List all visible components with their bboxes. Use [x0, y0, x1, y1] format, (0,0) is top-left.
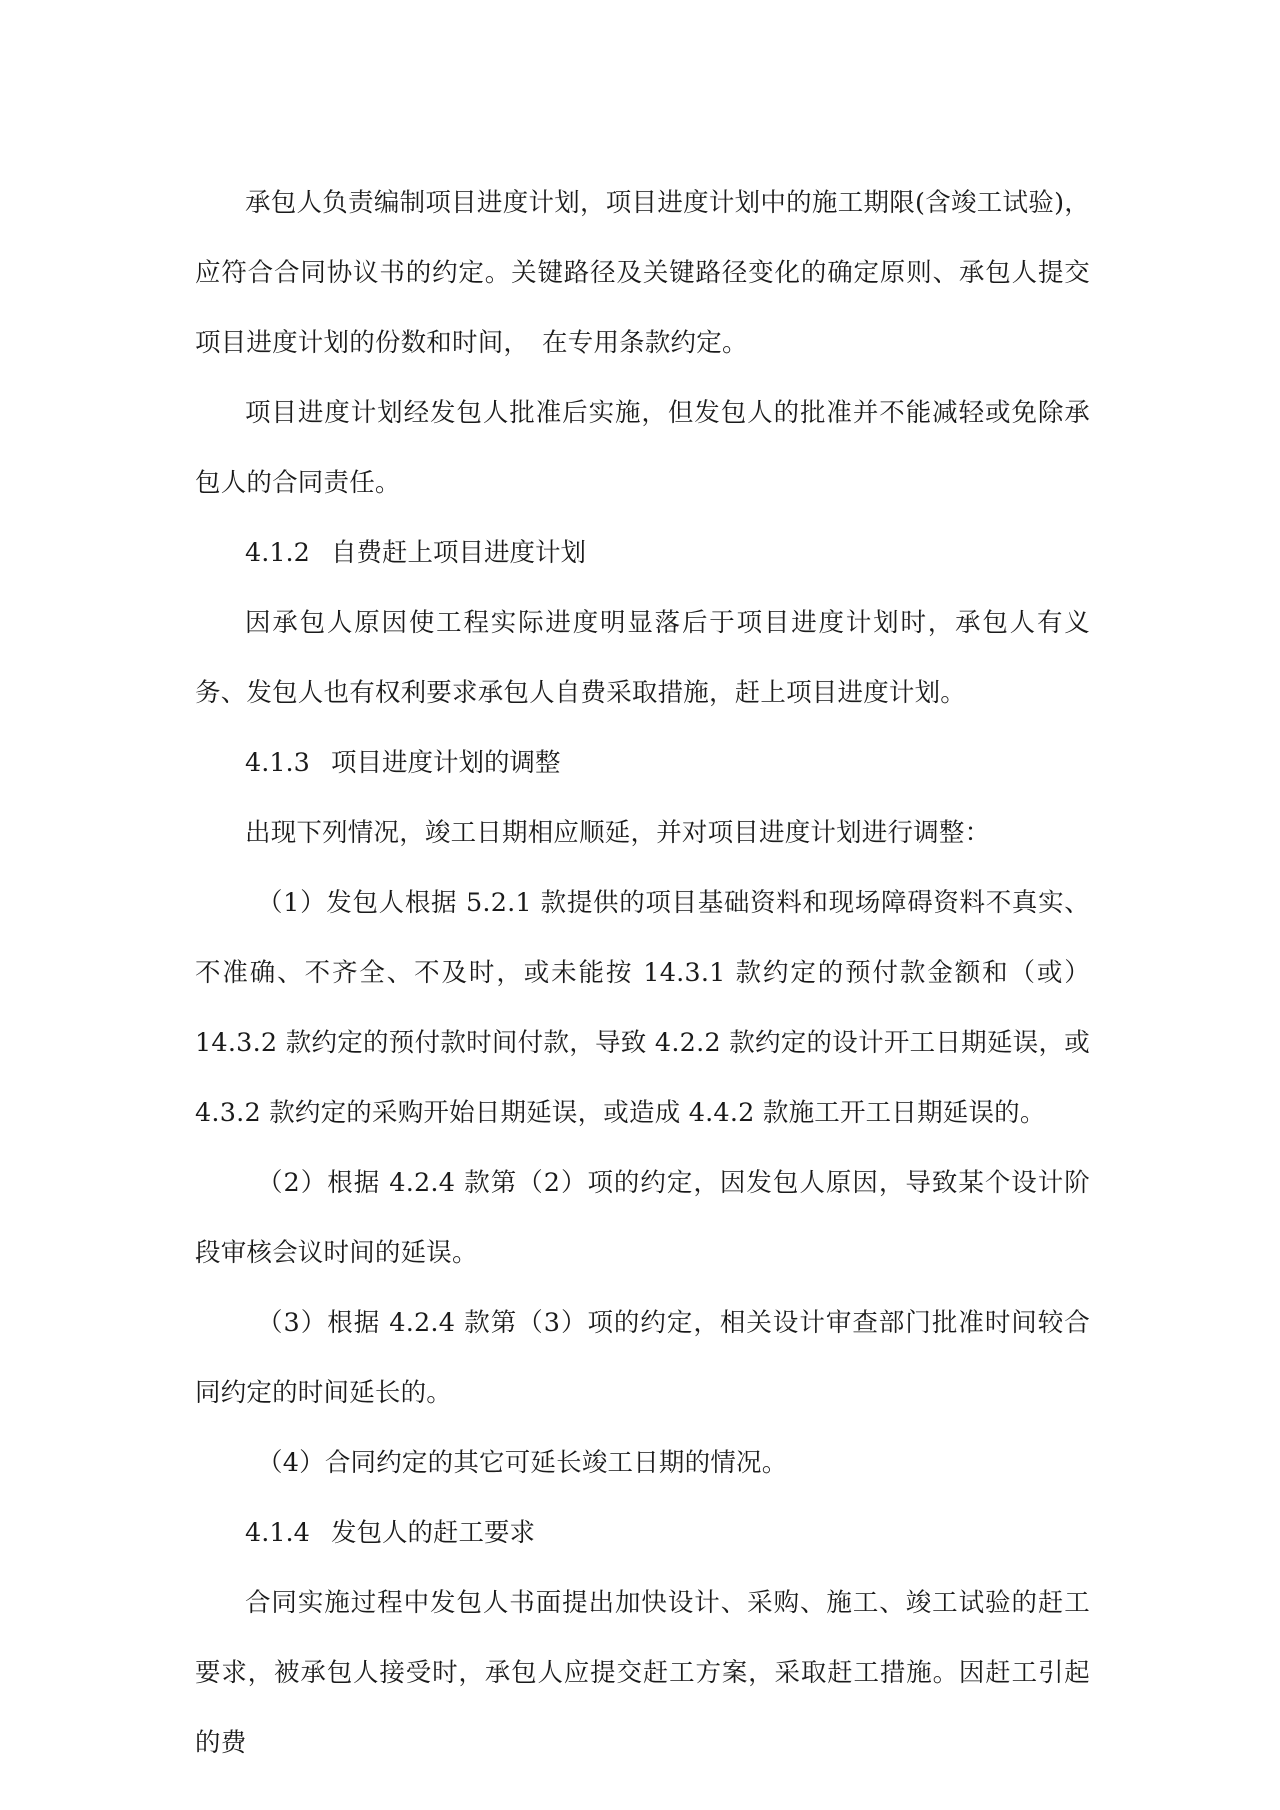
paragraph-catch-up-at-own-cost: 因承包人原因使工程实际进度明显落后于项目进度计划时，承包人有义务、发包人也有权利要求承包人自费采取措施，赶上项目进度计划。 [195, 608, 1090, 708]
section-number: 4.1.2 [245, 538, 310, 568]
paragraph-adjustment-conditions: 出现下列情况，竣工日期相应顺延，并对项目进度计划进行调整： [245, 818, 991, 848]
section-title: 发包人的赶工要求 [331, 1518, 536, 1548]
list-item-3: （3）根据 4.2.4 款第（3）项的约定，相关设计审查部门批准时间较合同约定的时间延长的。 [195, 1308, 1090, 1408]
paragraph-schedule-approval: 项目进度计划经发包人批准后实施，但发包人的批准并不能减轻或免除承包人的合同责任。 [195, 398, 1090, 498]
section-heading-4-1-4 [195, 1498, 1090, 1568]
paragraph-schedule-preparation: 承包人负责编制项目进度计划，项目进度计划中的施工期限(含竣工试验)，应符合合同协议书的约定。关键路径及关键路径变化的确定原则、承包人提交项目进度计划的份数和时间， 在专用条款约定。 [195, 188, 1090, 358]
paragraph-acceleration-request: 合同实施过程中发包人书面提出加快设计、采购、施工、竣工试验的赶工要求，被承包人接受时，承包人应提交赶工方案，采取赶工措施。因赶工引起的费 [195, 1588, 1090, 1758]
section-heading-4-1-3 [195, 728, 1090, 798]
section-title: 项目进度计划的调整 [331, 748, 561, 778]
section-number: 4.1.4 [245, 1518, 310, 1548]
document-body [195, 168, 1090, 1778]
section-title: 自费赶上项目进度计划 [331, 538, 587, 568]
list-item-4: （4）合同约定的其它可延长竣工日期的情况。 [257, 1448, 788, 1478]
list-item-1: （1）发包人根据 5.2.1 款提供的项目基础资料和现场障碍资料不真实、不准确、不齐全、不及时，或未能按 14.3.1 款约定的预付款金额和（或）14.3.2 款约定的预付款时间付款，导致 4.2.2 款约定的设计开工日期延误，或 4.3.2 款约定的采购开始日期延误，或造成 4.4.2 款施工开工日期延误的。 [195, 888, 1090, 1128]
section-heading-4-1-2 [195, 518, 1090, 588]
list-item-2: （2）根据 4.2.4 款第（2）项的约定，因发包人原因，导致某个设计阶段审核会议时间的延误。 [195, 1168, 1090, 1268]
section-number: 4.1.3 [245, 748, 310, 778]
